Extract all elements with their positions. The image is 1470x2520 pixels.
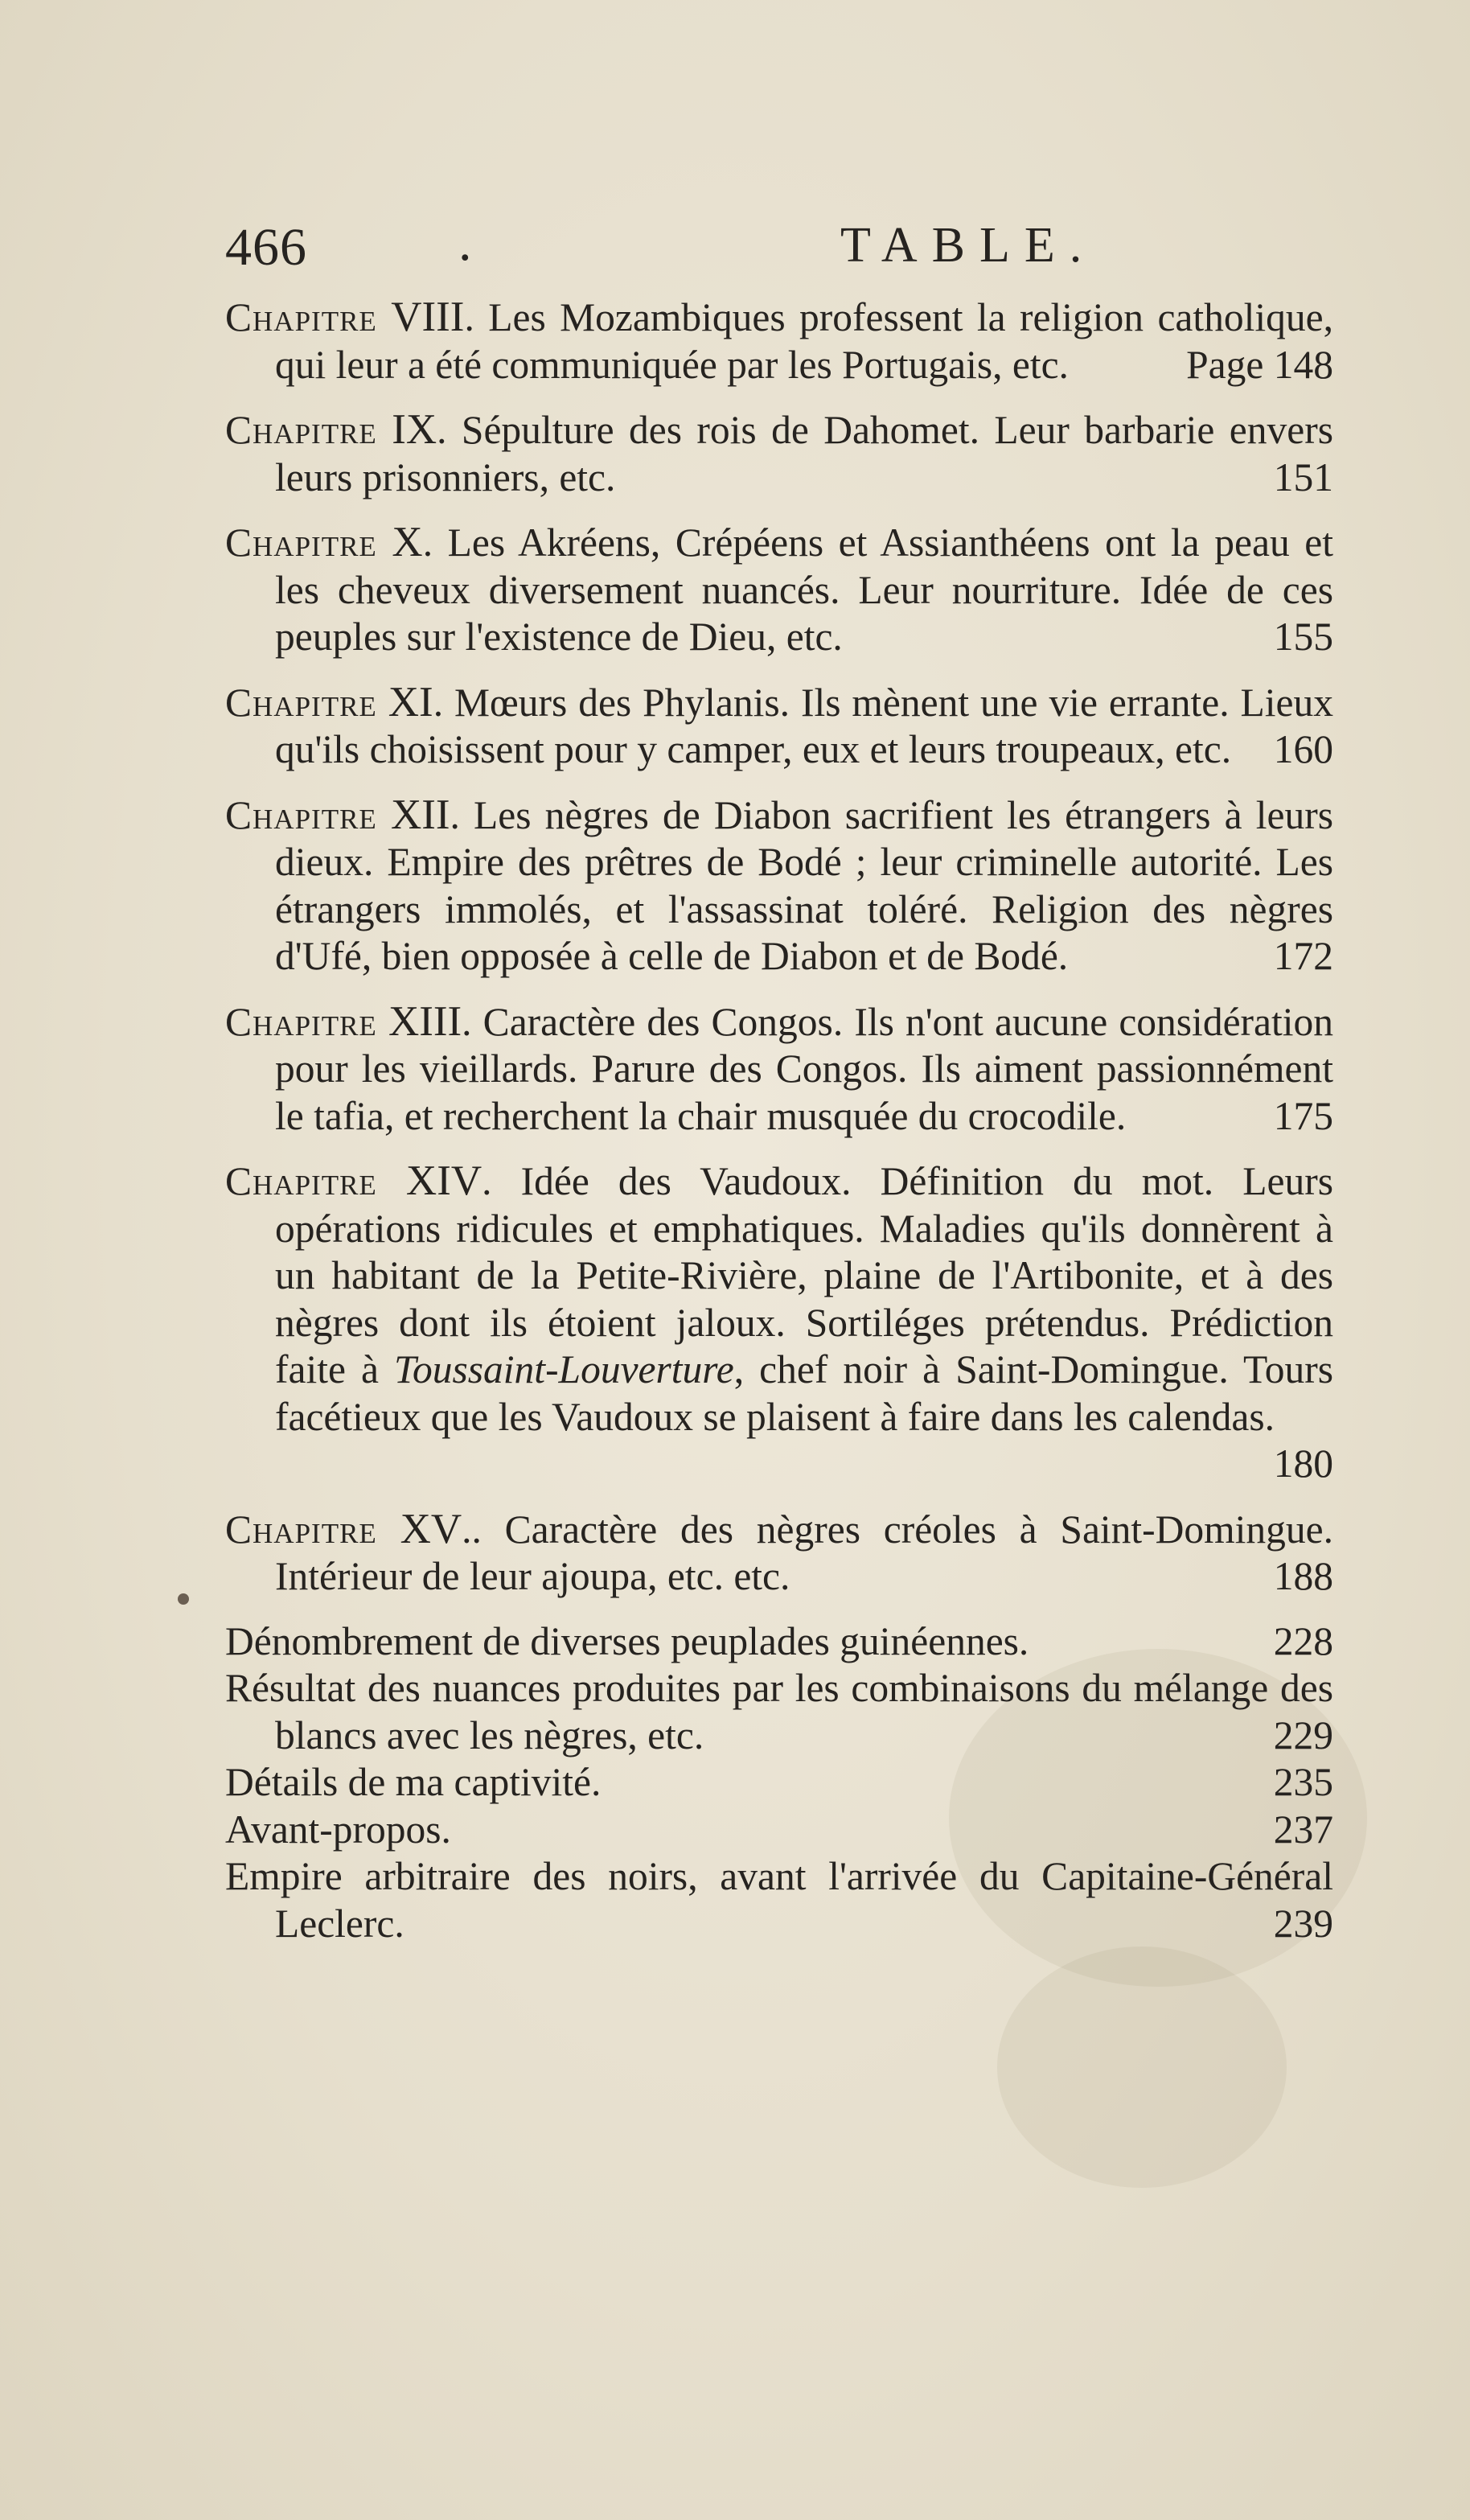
header-dot: . <box>458 213 472 272</box>
entry-text: . Mœurs des Phylanis. Ils mènent une vie errante. Lieux qu'ils choisissent pour y camper, eux et leurs troupeaux, etc. <box>275 680 1334 771</box>
section-text: Résultat des nuances produites par les combinaisons du mélange des blancs avec les nègres, etc. <box>225 1666 1333 1757</box>
section-text: Dénombrement de diverses peuplades guinéennes. <box>225 1618 1029 1663</box>
chapter-word: Chapitre <box>225 999 377 1044</box>
ink-spot <box>178 1593 189 1605</box>
entry-text: . Caractère des Congos. Ils n'ont aucune considération pour les vieillards. Parure des Congos. Ils aiment passionnément le tafia, et recherchent la chair musquée du crocodile. <box>275 999 1333 1138</box>
toc-entry-chapter-12 <box>225 791 1333 980</box>
chapter-number: VIII <box>391 294 465 340</box>
table-of-contents <box>225 294 1333 1947</box>
page-reference: 188 <box>1273 1554 1333 1598</box>
page-reference: 228 <box>1273 1618 1333 1663</box>
entry-text: . Les Akréens, Crépéens et Assianthéens ont la peau et les cheveux diversement nuancés. Leur nourriture. Idée de ces peuples sur l'existence de Dieu, etc. <box>275 520 1334 659</box>
page-reference: 180 <box>1273 1441 1333 1486</box>
page-number: 466 <box>225 218 307 277</box>
page-header <box>225 213 1335 290</box>
running-title: TABLE. <box>840 218 1097 273</box>
toc-entry-chapter-14 <box>225 1157 1333 1488</box>
page-reference: 155 <box>1273 615 1333 659</box>
entry-text: . Les nègres de Diabon sacrifient les étrangers à leurs dieux. Empire des prêtres de Bodé ; leur criminelle autorité. Les étrangers immolés, et l'assassinat toléré. Religion des nègres d'Ufé, bien opposée à celle de Diabon et de Bodé. <box>275 792 1334 978</box>
chapter-number: X <box>392 519 423 565</box>
entry-text: .. Caractère des nègres créoles à Saint-Domingue. Intérieur de leur ajoupa, etc. etc. <box>275 1507 1334 1598</box>
toc-section-entry <box>225 1618 1333 1666</box>
entry-text: . Idée des Vaudoux. Définition du mot. Leurs opérations ridicules et emphatiques. Maladies qu'ils donnèrent à un habitant de la Petite-Rivière, plaine de l'Artibonite, et à des nègres dont ils étoient jaloux. Sortiléges prétendus. Prédiction faite à <box>275 1159 1334 1392</box>
italic-name: Toussaint-Louverture <box>394 1347 734 1392</box>
chapter-number: XI <box>388 678 433 726</box>
toc-entry-chapter-10 <box>225 519 1333 661</box>
page-reference: 160 <box>1273 727 1333 771</box>
chapter-word: Chapitre <box>225 408 377 452</box>
entry-text: . Sépulture des rois de Dahomet. Leur barbarie envers leurs prisonniers, etc. <box>275 408 1333 499</box>
page-reference: 235 <box>1273 1760 1333 1804</box>
toc-section-entry <box>225 1665 1333 1759</box>
entry-text-continued: , chef noir à Saint-Domingue. Tours facétieux que les Vaudoux se plaisent à faire dans les calendas. <box>275 1347 1333 1439</box>
page-reference: 229 <box>1273 1712 1333 1757</box>
chapter-word: Chapitre <box>225 792 377 837</box>
toc-section-entry <box>225 1807 1333 1854</box>
section-text: Empire arbitraire des noirs, avant l'arrivée du Capitaine-Général Leclerc. <box>225 1854 1333 1946</box>
toc-section-entry <box>225 1853 1333 1947</box>
entry-text: . Les Mozambiques professent la religion catholique, qui leur a été communiquée par les Portugais, etc. <box>275 295 1333 387</box>
chapter-number: IX <box>392 406 437 453</box>
section-text: Détails de ma captivité. <box>225 1760 602 1804</box>
chapter-word: Chapitre <box>225 680 377 725</box>
page-reference: 172 <box>1273 934 1333 978</box>
chapter-number: XIV <box>405 1157 482 1204</box>
toc-entry-chapter-13 <box>225 998 1333 1141</box>
page-reference: 151 <box>1273 454 1333 499</box>
toc-entry-chapter-8 <box>225 294 1333 388</box>
page-reference: Page 148 <box>1186 342 1333 387</box>
section-text: Avant-propos. <box>225 1807 451 1852</box>
page-reference: 237 <box>1273 1807 1333 1852</box>
toc-entry-chapter-11 <box>225 679 1333 774</box>
paper-stain <box>997 1947 1287 2188</box>
toc-entry-chapter-9 <box>225 406 1333 501</box>
page-reference: 175 <box>1273 1093 1333 1138</box>
chapter-word: Chapitre <box>225 295 377 339</box>
chapter-number: XIII <box>388 997 462 1045</box>
page-reference: 239 <box>1273 1901 1333 1946</box>
chapter-number: XII <box>390 791 450 838</box>
chapter-word: Chapitre <box>225 520 377 565</box>
chapter-number: XV <box>400 1505 462 1552</box>
toc-section-entry <box>225 1759 1333 1807</box>
chapter-word: Chapitre <box>225 1159 377 1203</box>
toc-entry-chapter-15 <box>225 1506 1333 1601</box>
chapter-word: Chapitre <box>225 1507 377 1552</box>
